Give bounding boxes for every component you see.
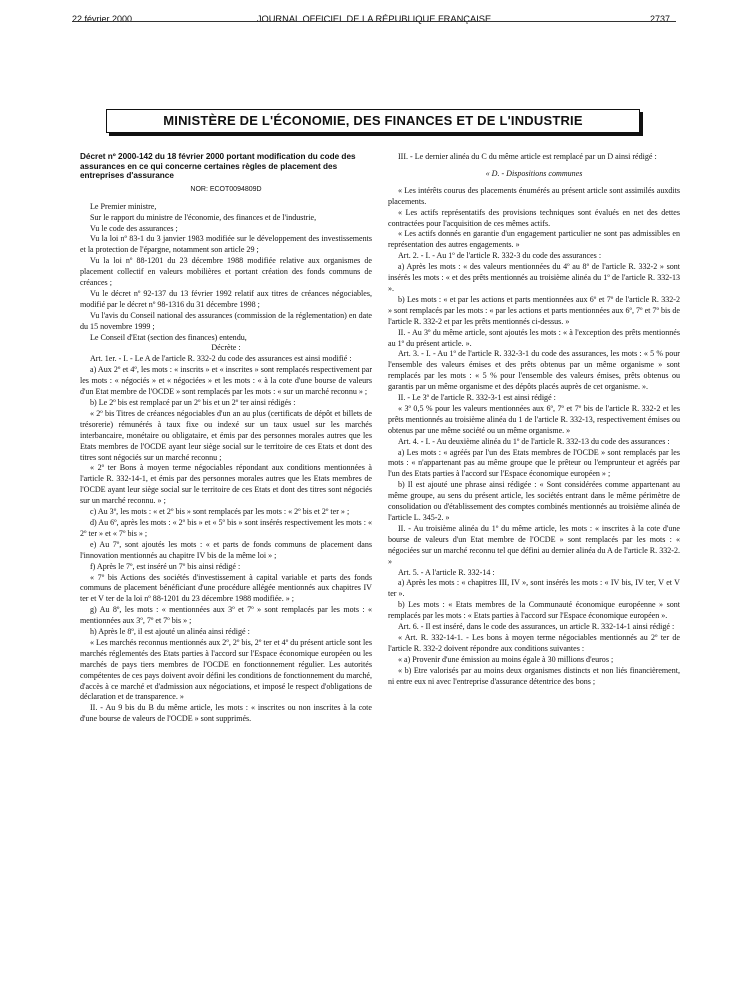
right-column bbox=[388, 152, 680, 688]
header-rule bbox=[72, 21, 676, 22]
page-number: 2737 bbox=[649, 14, 670, 24]
paragraph: « 2º ter Bons à moyen terme négociables répondant aux conditions mentionnées à l'article R. 332-14-1, et émis par des personnes morales autres que les Etats membres de l'OCDE ayant leur siège social sur le territoire de ces Etats et dont des titres sont négociés sur un marché reconnu. » ; bbox=[80, 463, 372, 506]
paragraph: b) Les mots : « Etats membres de la Communauté économique européenne » sont remplacés par les mots : « Etats parties à l'accord sur l'Espace économique européen ». bbox=[388, 600, 680, 621]
paragraph: a) Les mots : « agréés par l'un des Etats membres de l'OCDE » sont remplacés par les mots : « n'appartenant pas au même groupe que le prêteur ou l'emprunteur et agréés par l'un des Etats parties à l'accord sur l'Espace économique européen » ; bbox=[388, 447, 680, 479]
paragraph: « Art. R. 332-14-1. - Les bons à moyen terme négociables mentionnés au 2º ter de l'article R. 332-2 doivent répondre aux conditions suivantes : bbox=[388, 632, 680, 653]
paragraph: Vu l'avis du Conseil national des assurances (commission de la réglementation) en date du 15 novembre 1999 ; bbox=[80, 310, 372, 331]
paragraph: d) Au 6º, après les mots : « 2º bis » et « 5º bis » sont insérés respectivement les mots : « 2º ter » et « 7º bis » ; bbox=[80, 517, 372, 538]
paragraph: « 2º bis Titres de créances négociables d'un an au plus (certificats de dépôt et billets de trésorerie) rémunérés à taux fixe ou indexé sur un taux usuel sur les marchés interbancaire, monétaire ou obligataire, et émis par des personnes morales autres que les Etats membres de l'OCDE ayant leur siège social sur le territoire de ces Etats et dont des titres sont négociés sur un marché reconnu ; bbox=[80, 408, 372, 462]
paragraph: Sur le rapport du ministre de l'économie, des finances et de l'industrie, bbox=[90, 212, 317, 222]
paragraph: « Les intérêts courus des placements énumérés au présent article sont assimilés auxdits placements. bbox=[388, 185, 680, 206]
paragraph: « 7º bis Actions des sociétés d'investissement à capital variable et parts des fonds communs de placement bénéficiant d'une procédure allégée mentionnés aux chapitres IV ter et V ter de la loi nº 88-1201 du 23 décembre 1988 modifiée. » ; bbox=[80, 572, 372, 604]
paragraph: Le Conseil d'Etat (section des finances) entendu, bbox=[90, 332, 247, 342]
paragraph: b) Il est ajouté une phrase ainsi rédigée : « Sont considérées comme appartenant au même groupe, au sens du présent article, les sociétés entrant dans le même périmètre de consolidation ou d'établissement des comptes combinés mentionnés au troisième alinéa de l'article L. 345-2. » bbox=[388, 480, 680, 522]
paragraph: a) Après les mots : « des valeurs mentionnées du 4º au 8º de l'article R. 332-2 » sont insérés les mots : « et des prêts mentionnés au troisième alinéa du 1º de l'article R. 332-13 ». bbox=[388, 262, 680, 293]
paragraph: Art. 3. - I. - Au 1º de l'article R. 332-3-1 du code des assurances, les mots : « 5 % pour l'ensemble des valeurs émises et des prêts obtenus par un même organisme » sont remplacés par les mots : « 5 % pour l'ensemble des valeurs émises, prêts obtenus ou garantis par un même organisme et des dépôts placés auprès de cet organisme. ». bbox=[388, 349, 680, 392]
decree-title: Décret nº 2000-142 du 18 février 2000 portant modification du code des assurances en ce qui concerne certaines règles de placement des entreprises d'assurance bbox=[80, 152, 356, 181]
paragraph: II. - Au troisième alinéa du 1º du même article, les mots : « inscrites à la cote d'une bourse de valeurs d'un Etat membre de l'OCDE » sont remplacés par les mots : « négociées sur un marché reconnu tel que défini au dernier alinéa du A de l'article R. 332-2. » bbox=[388, 523, 680, 566]
paragraph: Art. 5. - A l'article R. 332-14 : bbox=[398, 567, 495, 577]
paragraph: f) Après le 7º, est inséré un 7º bis ainsi rédigé : bbox=[90, 561, 241, 571]
paragraph: h) Après le 8º, il est ajouté un alinéa ainsi rédigé : bbox=[90, 627, 250, 637]
issue-date: 22 février 2000 bbox=[72, 14, 133, 24]
paragraph: « Les actifs donnés en garantie d'un engagement particulier ne sont pas admissibles en représentation des autres engagements. » bbox=[388, 229, 680, 250]
ministry-banner bbox=[106, 109, 640, 133]
paragraph: « b) Etre valorisés par au moins deux organismes distincts et non liés financièrement, ni entre eux ni avec l'entreprise d'assurance détentrice des bons ; bbox=[388, 665, 680, 686]
paragraph: Vu la loi nº 88-1201 du 23 décembre 1988 modifiée relative aux organismes de placement collectif en valeurs mobilières et portant création des fonds communs de créances ; bbox=[80, 256, 372, 288]
paragraph: II. - Au 3º du même article, sont ajoutés les mots : « à l'exception des prêts mentionnés au 1º du présent article. ». bbox=[388, 327, 680, 348]
paragraph: b) Les mots : « et par les actions et parts mentionnées aux 6º et 7º de l'article R. 332-2 » sont remplacés par les mots : « par les actions et parts mentionnées aux 6º, 7º et 7º bis de l'article R. 332-2 et par les prêts mentionnés ci-dessus. » bbox=[388, 294, 680, 326]
paragraph: Art. 6. - Il est inséré, dans le code des assurances, un article R. 332-14-1 ainsi rédigé : bbox=[398, 622, 675, 632]
paragraph: « Les actifs représentatifs des provisions techniques sont évalués en net des dettes contractées pour l'acquisition de ces mêmes actifs. bbox=[388, 207, 680, 228]
paragraph: Vu la loi nº 83-1 du 3 janvier 1983 modifiée sur le développement des investissements et la protection de l'épargne, notamment son article 29 ; bbox=[80, 234, 372, 255]
ministry-title: MINISTÈRE DE L'ÉCONOMIE, DES FINANCES ET DE L'INDUSTRIE bbox=[163, 113, 583, 128]
paragraph: Art. 4. - I. - Au deuxième alinéa du 1º de l'article R. 332-13 du code des assurances : bbox=[398, 436, 670, 446]
paragraph: Art. 1er. - I. - Le A de l'article R. 332-2 du code des assurances est ainsi modifié : bbox=[90, 354, 352, 364]
journal-title: JOURNAL OFFICIEL DE LA RÉPUBLIQUE FRANÇAISE bbox=[256, 14, 492, 24]
paragraph: c) Au 3º, les mots : « et 2º bis » sont remplacés par les mots : « 2º bis et 2º ter » ; bbox=[90, 507, 350, 517]
decree-nor: NOR: ECOT0094809D bbox=[190, 185, 262, 193]
paragraph: « Les marchés reconnus mentionnés aux 2º, 2º bis, 2º ter et 4º du présent article sont les marchés réglementés des Etats parties à l'accord sur l'Espace économique européen ou les marchés de pays tiers membres de l'OCDE en fonctionnement régulier. Les autorités compétentes de ces pays doivent avoir défini les conditions de fonctionnement du marché, d'accès à ce marché et d'admission aux négociations, et imposé le respect d'obligations de déclaration et de transparence. » bbox=[80, 637, 372, 702]
paragraph: a) Après les mots : « chapitres III, IV », sont insérés les mots : « IV bis, IV ter, V et V ter ». bbox=[388, 578, 680, 599]
paragraph: a) Aux 2º et 4º, les mots : « inscrits » et « inscrites » sont remplacés respectivement par les mots : « négociés » et « négociées » et les mots : « à la cote d'une bourse de valeurs d'un Etat membre de l'OCDE » sont remplacés par les mots : « sur un marché reconnu » ; bbox=[80, 365, 372, 397]
paragraph: II. - Le 3º de l'article R. 332-3-1 est ainsi rédigé : bbox=[398, 393, 556, 403]
paragraph: III. - Le dernier alinéa du C du même article est remplacé par un D ainsi rédigé : bbox=[398, 152, 657, 161]
left-column bbox=[80, 152, 372, 725]
paragraph: e) Au 7º, sont ajoutés les mots : « et parts de fonds communs de placement dans l'innovation mentionnés au chapitre IV bis de la même loi » ; bbox=[80, 539, 372, 560]
paragraph: Décrète : bbox=[211, 343, 241, 353]
section-heading: « D. - Dispositions communes bbox=[485, 168, 583, 178]
paragraph: g) Au 8º, les mots : « mentionnées aux 3º et 7º » sont remplacés par les mots : « mentionnées aux 3º, 7º et 7º bis » ; bbox=[80, 605, 372, 626]
paragraph: b) Le 2º bis est remplacé par un 2º bis et un 2º ter ainsi rédigés : bbox=[90, 398, 296, 407]
paragraph: II. - Au 9 bis du B du même article, les mots : « inscrites ou non inscrites à la cote d'une bourse de valeurs de l'OCDE » sont supprimés. bbox=[80, 703, 372, 724]
paragraph: « a) Provenir d'une émission au moins égale à 30 millions d'euros ; bbox=[398, 654, 614, 664]
page-header bbox=[0, 6, 748, 24]
paragraph: Vu le code des assurances ; bbox=[90, 223, 178, 233]
paragraph: « 3º 0,5 % pour les valeurs mentionnées aux 6º, 7º et 7º bis de l'article R. 332-2 et les prêts mentionnés au troisième alinéa du 1 de l'article R. 332-13, respectivement émises ou obtenus par une même société ou un même organisme. » bbox=[388, 403, 680, 435]
paragraph: Art. 2. - I. - Au 1º de l'article R. 332-3 du code des assurances : bbox=[398, 251, 602, 261]
paragraph: Le Premier ministre, bbox=[90, 201, 157, 211]
paragraph: Vu le décret nº 92-137 du 13 février 1992 relatif aux titres de créances négociables, modifié par le décret nº 98-1316 du 31 décembre 1998 ; bbox=[80, 288, 372, 309]
